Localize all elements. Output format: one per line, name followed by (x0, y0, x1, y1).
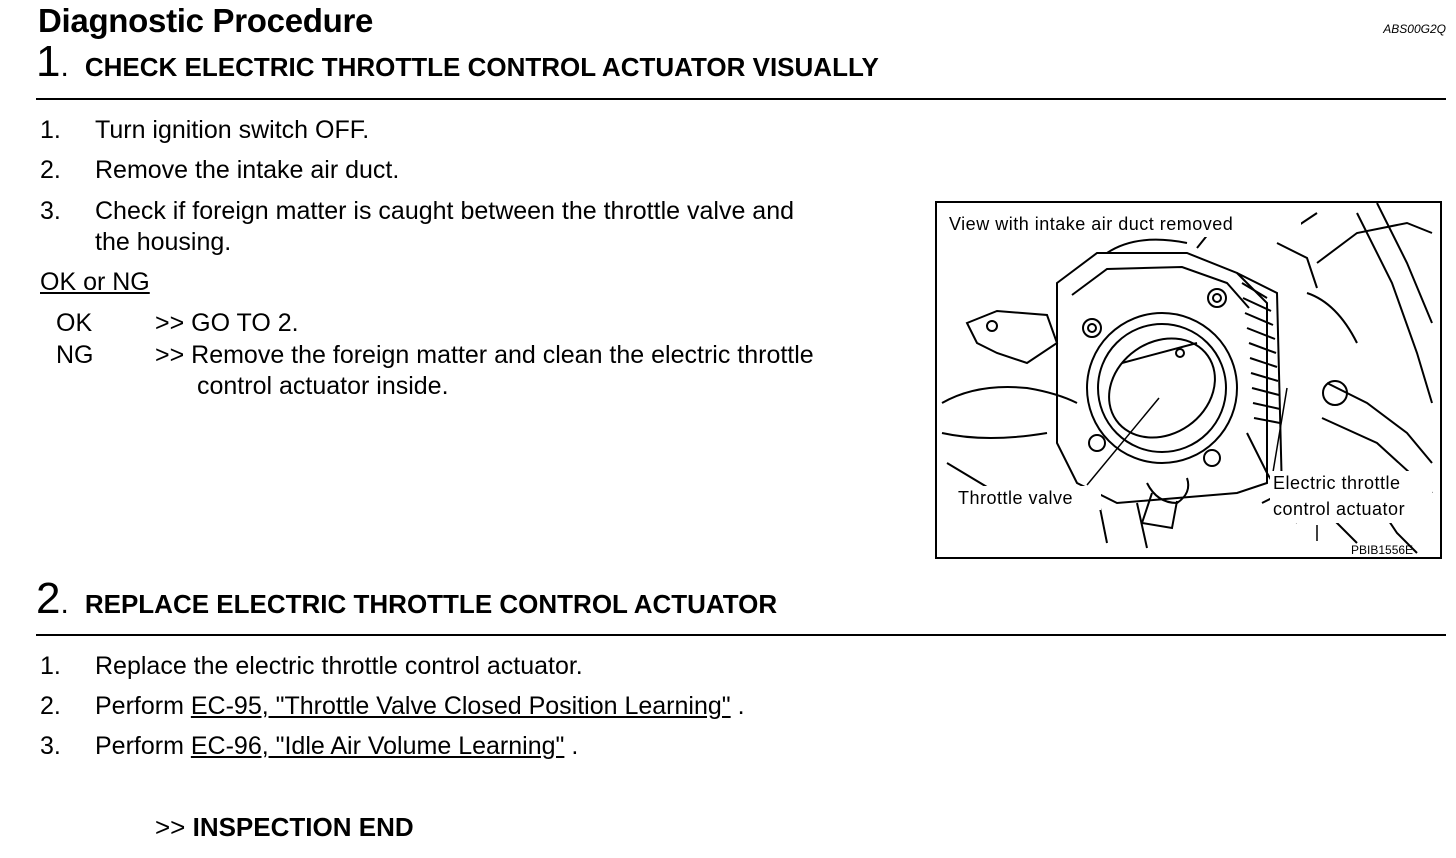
item-suffix: . (730, 692, 745, 720)
item-text: Remove the intake air duct. (95, 156, 400, 184)
item-text (95, 732, 578, 761)
item-number: 3. (40, 732, 61, 760)
step2-dot: . (60, 587, 69, 620)
throttle-figure (935, 201, 1442, 559)
step1-divider (36, 98, 1446, 100)
figure-label-throttle-valve: Throttle valve (958, 488, 1074, 508)
result-ng-text: >> Remove the foreign matter and clean the electric throttle (155, 341, 814, 369)
step2-header (36, 574, 778, 623)
item-number: 1. (40, 116, 61, 144)
item-number: 1. (40, 652, 61, 680)
result-ok-key: OK (56, 309, 93, 337)
result-ng-key: NG (56, 341, 94, 369)
inspection-end (155, 812, 414, 843)
figure-code: PBIB1556E (1351, 543, 1414, 557)
doc-code: ABS00G2Q (1383, 22, 1446, 36)
item-number: 3. (40, 197, 61, 225)
end-prefix: >> (155, 812, 193, 842)
step1-number: 1 (36, 37, 61, 86)
result-ng-continued: control actuator inside. (197, 372, 449, 400)
item-number: 2. (40, 156, 61, 184)
link-idle-air-volume-learning[interactable]: EC-96, "Idle Air Volume Learning" (190, 732, 565, 760)
item-prefix: Perform (95, 692, 191, 720)
item-text: Replace the electric throttle control actuator. (95, 652, 583, 680)
step1-item-3 (40, 197, 794, 226)
figure-label-actuator-line1: Electric throttle (1273, 473, 1401, 493)
figure-caption: View with intake air duct removed (949, 214, 1234, 234)
step2-title: REPLACE ELECTRIC THROTTLE CONTROL ACTUATOR (84, 589, 778, 619)
step1-title: CHECK ELECTRIC THROTTLE CONTROL ACTUATOR VISUALLY (84, 52, 879, 82)
item-text: Turn ignition switch OFF. (95, 116, 370, 144)
step1-item-3-continued: the housing. (95, 228, 232, 256)
step2-item-3 (40, 732, 578, 761)
item-prefix: Perform (95, 732, 191, 760)
step1-header (36, 37, 879, 86)
end-text: INSPECTION END (192, 812, 414, 842)
step2-number: 2 (36, 574, 61, 623)
result-ok-text: >> GO TO 2. (155, 309, 299, 337)
item-suffix: . (564, 732, 579, 760)
link-throttle-valve-learning[interactable]: EC-95, "Throttle Valve Closed Position Learning" (190, 692, 731, 720)
step2-item-1 (40, 652, 583, 681)
step2-item-2 (40, 692, 745, 721)
step1-item-2 (40, 156, 399, 185)
step1-item-1 (40, 116, 369, 145)
step2-divider (36, 634, 1446, 636)
item-text (95, 692, 745, 721)
ok-ng-label: OK or NG (40, 268, 150, 296)
figure-label-actuator-line2: control actuator (1273, 499, 1406, 519)
item-number: 2. (40, 692, 61, 720)
page-title: Diagnostic Procedure (38, 2, 374, 39)
item-text: Check if foreign matter is caught between the throttle valve and (95, 197, 794, 225)
step1-dot: . (60, 50, 69, 83)
